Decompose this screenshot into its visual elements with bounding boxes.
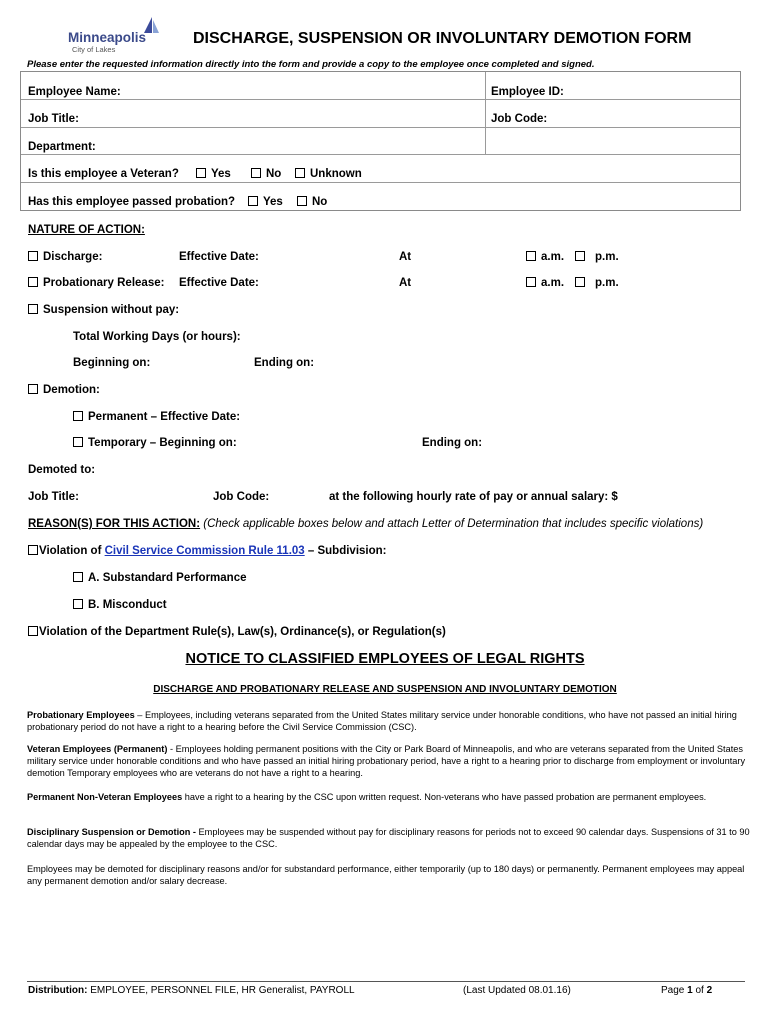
reasons-heading: REASON(S) FOR THIS ACTION: [28, 518, 201, 530]
notice-subtitle: DISCHARGE AND PROBATIONARY RELEASE AND SUSPENSION AND INVOLUNTARY DEMOTION [153, 684, 617, 695]
notice-veteran: Veteran Employees (Permanent) - Employees holding permanent positions with the City or Park Board of Minneapolis, and who are veterans separated from the United States military service under honorable conditions and who have passed an initial hiring probationary period, have a right to a hearing prior to discharge from employment or involuntary demotion Temporary employees who are veterans do not have a right to a hearing. [27, 744, 746, 778]
discharge-am[interactable]: a.m. [526, 251, 564, 263]
veteran-question: Is this employee a Veteran? [28, 168, 179, 180]
release-at[interactable]: At [399, 277, 412, 289]
suspension-ending[interactable]: Ending on: [254, 357, 315, 369]
checkbox-icon[interactable] [575, 251, 585, 261]
csc-rule-link[interactable]: Civil Service Commission Rule 11.03 [104, 545, 305, 557]
checkbox-icon[interactable] [73, 599, 83, 609]
logo-name: Minneapolis [68, 30, 147, 45]
veteran-yes[interactable]: Yes [196, 168, 231, 180]
demotion-permanent[interactable]: Permanent – Effective Date: [73, 411, 240, 423]
page-number: Page 1 of 2 [661, 985, 713, 996]
form-title: DISCHARGE, SUSPENSION OR INVOLUNTARY DEMOTION FORM [193, 30, 692, 47]
job-title-label[interactable]: Job Title: [28, 113, 79, 125]
checkbox-icon[interactable] [73, 437, 83, 447]
logo-tagline: City of Lakes [72, 45, 116, 54]
veteran-unknown[interactable]: Unknown [295, 168, 362, 180]
demotion-temporary[interactable]: Temporary – Beginning on: [73, 437, 237, 449]
checkbox-icon[interactable] [28, 251, 38, 261]
probation-no[interactable]: No [297, 196, 327, 208]
demotion-ending[interactable]: Ending on: [422, 437, 483, 449]
probationary-release-option[interactable]: Probationary Release: [28, 277, 164, 289]
job-code-label[interactable]: Job Code: [491, 113, 548, 125]
notice-demotion: Employees may be demoted for disciplinary reasons and/or for substandard performance, either temporarily (up to 180 days) or permanently. Permanent employees may appeal any permanent demotion and/or salary decrease. [27, 864, 745, 886]
distribution: Distribution: EMPLOYEE, PERSONNEL FILE, HR Generalist, PAYROLL [28, 985, 355, 996]
employee-info-table [20, 71, 741, 211]
checkbox-icon[interactable] [28, 304, 38, 314]
misconduct-option[interactable]: B. Misconduct [73, 599, 167, 611]
discharge-option[interactable]: Discharge: [28, 251, 102, 263]
checkbox-icon[interactable] [295, 168, 305, 178]
discharge-pm[interactable]: p.m. [575, 251, 619, 263]
checkbox-icon[interactable] [575, 277, 585, 287]
dept-rules-violation[interactable]: Violation of the Department Rule(s), Law(s), Ordinance(s), or Regulation(s) [28, 626, 446, 638]
footer-rule [27, 981, 745, 982]
checkbox-icon[interactable] [526, 277, 536, 287]
probation-question: Has this employee passed probation? [28, 196, 236, 208]
reasons-heading-line [28, 518, 703, 530]
total-working-days[interactable]: Total Working Days (or hours): [73, 331, 241, 343]
nature-heading: NATURE OF ACTION: [28, 224, 145, 236]
release-effective-date[interactable]: Effective Date: [179, 277, 259, 289]
demotion-option[interactable]: Demotion: [28, 384, 100, 396]
employee-id-label[interactable]: Employee ID: [491, 86, 564, 98]
veteran-no[interactable]: No [251, 168, 281, 180]
notice-disciplinary: Disciplinary Suspension or Demotion - Employees may be suspended without pay for disciplinary reasons for periods not to exceed 90 calendar days. Suspensions of 31 to 90 calendar days may be appealed by the employee to the CSC. [27, 827, 750, 849]
employee-name-label[interactable]: Employee Name: [28, 86, 121, 98]
demoted-job-title[interactable]: Job Title: [28, 491, 79, 503]
suspension-beginning[interactable]: Beginning on: [73, 357, 151, 369]
checkbox-icon[interactable] [196, 168, 206, 178]
demoted-pay-rate[interactable]: at the following hourly rate of pay or annual salary: $ [329, 491, 618, 503]
city-logo [68, 16, 163, 52]
csc-rule-violation[interactable]: Violation of Civil Service Commission Rule 11.03 – Subdivision: [28, 545, 386, 557]
checkbox-icon[interactable] [73, 411, 83, 421]
checkbox-icon[interactable] [28, 384, 38, 394]
probation-yes[interactable]: Yes [248, 196, 283, 208]
release-am[interactable]: a.m. [526, 277, 564, 289]
demoted-to: Demoted to: [28, 464, 96, 476]
release-pm[interactable]: p.m. [575, 277, 619, 289]
checkbox-icon[interactable] [248, 196, 258, 206]
checkbox-icon[interactable] [251, 168, 261, 178]
checkbox-icon[interactable] [28, 545, 38, 555]
substandard-option[interactable]: A. Substandard Performance [73, 572, 246, 584]
suspension-option[interactable]: Suspension without pay: [28, 304, 179, 316]
checkbox-icon[interactable] [73, 572, 83, 582]
notice-title: NOTICE TO CLASSIFIED EMPLOYEES OF LEGAL RIGHTS [185, 651, 585, 667]
last-updated: (Last Updated 08.01.16) [463, 985, 571, 996]
notice-non-veteran: Permanent Non-Veteran Employees have a right to a hearing by the CSC upon written request. Non-veterans who have passed probation are permanent employees. [27, 792, 707, 802]
instructions: Please enter the requested information directly into the form and provide a copy to the employee once completed and signed. [27, 59, 595, 70]
checkbox-icon[interactable] [28, 277, 38, 287]
checkbox-icon[interactable] [297, 196, 307, 206]
demoted-job-code[interactable]: Job Code: [213, 491, 270, 503]
checkbox-icon[interactable] [28, 626, 38, 636]
discharge-effective-date[interactable]: Effective Date: [179, 251, 259, 263]
discharge-at[interactable]: At [399, 251, 412, 263]
department-label[interactable]: Department: [28, 141, 96, 153]
reasons-note: (Check applicable boxes below and attach Letter of Determination that includes specific violations) [203, 518, 704, 530]
notice-probationary: Probationary Employees – Employees, including veterans separated from the United States military service under honorable conditions, who have not passed an initial hiring probationary period do not have a right to a hearing before the Civil Service Commission (CSC). [27, 710, 737, 732]
checkbox-icon[interactable] [526, 251, 536, 261]
